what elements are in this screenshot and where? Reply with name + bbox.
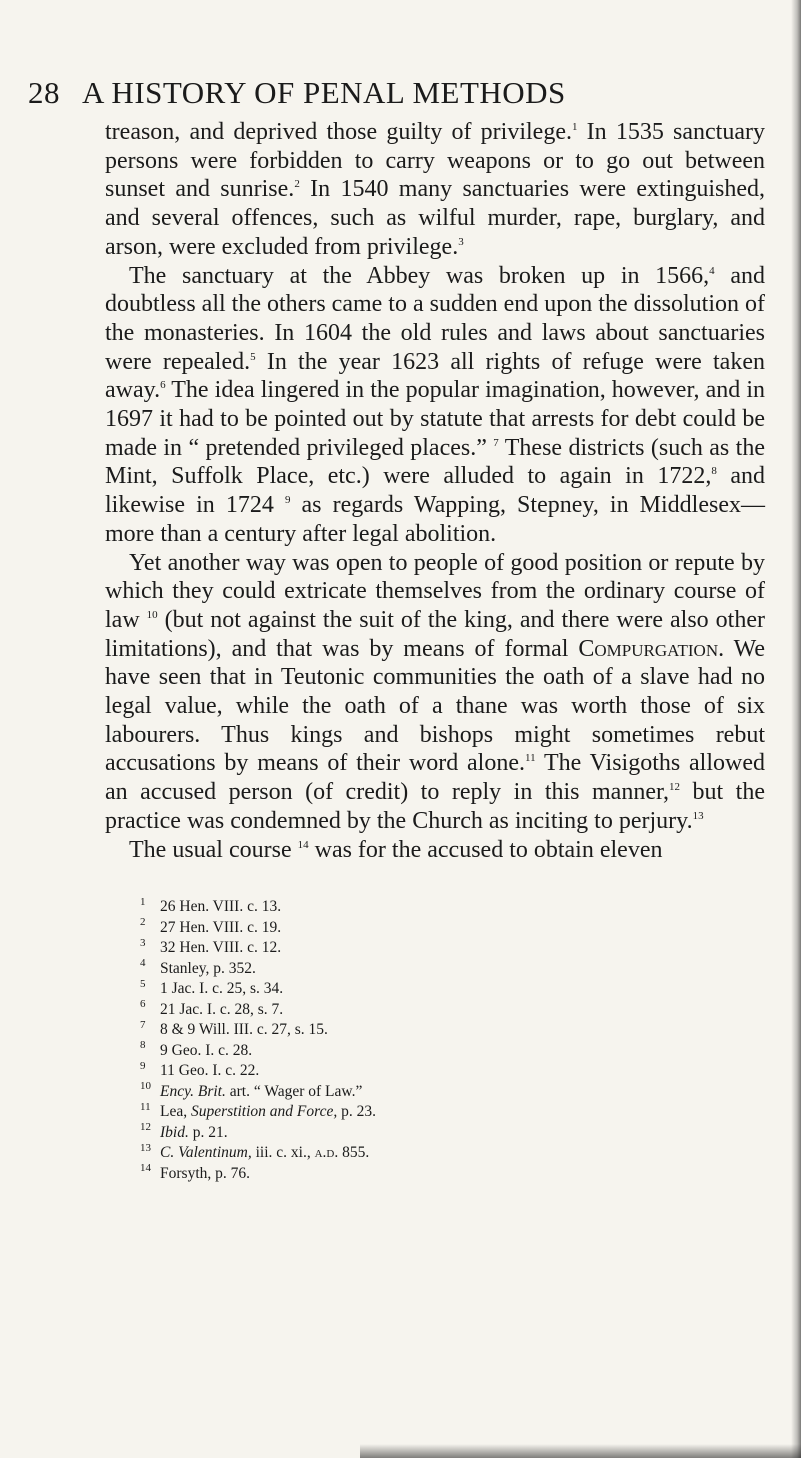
footnote: 9 11 Geo. I. c. 22. [140,1059,260,1079]
text-run: Yet another way was open to people of good position or repute by which they could extricate themselves from the ordinary course of law [105,549,765,633]
paragraph [105,836,765,865]
text-run: (but not against the suit of the king, and there were also other limitations), and that was by means of formal [105,606,765,662]
text-run: Stanley, p. 352. [160,959,256,977]
text-run: Forsyth, p. 76. [160,1164,250,1182]
text-run: 8 & 9 Will. III. c. 27, s. 15. [160,1021,328,1038]
text-run: 26 Hen. VIII. c. 13. [160,898,282,915]
text-run: but the practice was condemned by the Church as inciting to perjury. [105,779,765,834]
italic-text: C. Valentinum, [160,1144,252,1161]
footnote-ref: 11 [525,752,536,765]
text-run: In 1540 many sanctuaries were extinguished, and several offences, such as wilful murder, rape, burglary, and arson, were excluded from privilege. [105,176,765,260]
footnotes [140,897,740,1184]
smallcaps-text: a.d. [314,1144,339,1161]
footnote: 3 32 Hen. VIII. c. 12. [140,936,282,956]
footnote-ref: 2 [294,178,300,191]
text-run: . We have seen that in Teutonic communities the oath of a slave had no legal value, while the oath of a thane was worth those of six labourers. Thus kings and bishops might sometimes rebut accusations by means of their word alone. [105,635,766,777]
page-bottom-shadow [360,1444,801,1458]
footnote-ref: 14 [297,838,309,851]
text-run: In the year 1623 all rights of refuge were taken away. [105,348,765,404]
footnote-ref: 6 [160,379,166,392]
body-text [105,118,765,864]
text-run: p. 23. [337,1103,376,1120]
footnote: 6 21 Jac. I. c. 28, s. 7. [140,998,284,1018]
footnote: 4 Stanley, p. 352. [140,957,256,977]
footnote-ref: 10 [146,608,158,621]
page-edge-shadow [791,0,801,1458]
footnote-ref: 7 [493,436,499,449]
page-number: 28 [28,75,60,110]
text-run: 27 Hen. VIII. c. 19. [160,918,282,936]
text-run: 9 Geo. I. c. 28. [160,1041,253,1059]
footnote: 11 Lea, Superstition and Force, p. 23. [140,1100,376,1120]
smallcaps-text: Compurgation [578,635,719,662]
text-run: and doubtless all the others came to a sudden end upon the dissolution of the monasteries. In 1604 the old rules and laws about sanctuaries were repealed. [105,262,765,375]
text-run: treason, and deprived those guilty of privilege. [105,119,572,145]
text-run: art. “ Wager of Law.” [225,1082,363,1100]
text-run: 21 Jac. I. c. 28, s. 7. [160,1000,284,1018]
paragraph [105,118,765,262]
paragraph [105,262,765,549]
text-run: The idea lingered in the popular imagination, however, and in 1697 it had to be pointed out by statute that arrests for debt could be made in “ pretended privileged places.” [105,377,765,461]
footnote-ref: 3 [458,235,464,248]
footnote: 13 C. Valentinum, iii. c. xi., a.d. 855. [140,1141,370,1161]
italic-text: Superstition and Force, [190,1103,338,1120]
footnote-ref: 12 [669,781,680,794]
footnote: 12 Ibid. p. 21. [140,1121,228,1141]
book-title: A HISTORY OF PENAL METHODS [82,75,566,110]
text-run: These districts (such as the Mint, Suffolk Place, etc.) were alluded to again in 1722, [105,434,766,490]
footnote-ref: 13 [692,809,704,822]
text-run: In 1535 sanctuary persons were forbidden to carry weapons or to go out between sunset and sunrise. [105,119,765,203]
text-run: iii. c. xi., [251,1144,315,1161]
running-head [28,75,768,111]
footnote: 14 Forsyth, p. 76. [140,1162,250,1182]
text-run: Lea, [160,1103,191,1120]
text-run: as regards Wapping, Stepney, in Middlesex—more than a century after legal abolition. [105,492,765,547]
footnote-ref: 8 [711,465,717,478]
text-run: and likewise in 1724 [105,463,765,519]
footnote: 7 8 & 9 Will. III. c. 27, s. 15. [140,1018,328,1038]
footnote: 8 9 Geo. I. c. 28. [140,1039,253,1059]
italic-text: Ibid. [160,1123,189,1141]
footnote: 1 26 Hen. VIII. c. 13. [140,895,282,915]
footnote: 5 1 Jac. I. c. 25, s. 34. [140,977,284,997]
text-run: 855. [338,1144,370,1161]
footnote-ref: 4 [709,264,715,277]
paragraph [105,549,765,836]
text-run: 1 Jac. I. c. 25, s. 34. [160,980,284,997]
footnote: 2 27 Hen. VIII. c. 19. [140,916,282,936]
italic-text: Ency. Brit. [160,1082,226,1100]
footnote: 10 Ency. Brit. art. “ Wager of Law.” [140,1080,363,1100]
footnote-ref: 5 [250,350,256,363]
footnote-ref: 9 [284,494,291,507]
text-run: was for the accused to obtain eleven [308,836,663,863]
text-run: The usual course [129,836,298,863]
text-run: 32 Hen. VIII. c. 12. [160,939,282,956]
text-run: 11 Geo. I. c. 22. [160,1062,260,1079]
text-run: p. 21. [188,1123,228,1141]
footnote-ref: 1 [571,121,578,133]
text-run: The sanctuary at the Abbey was broken up in 1566, [129,262,710,289]
text-run: The Visigoths allowed an accused person (of credit) to reply in this manner, [105,750,765,806]
